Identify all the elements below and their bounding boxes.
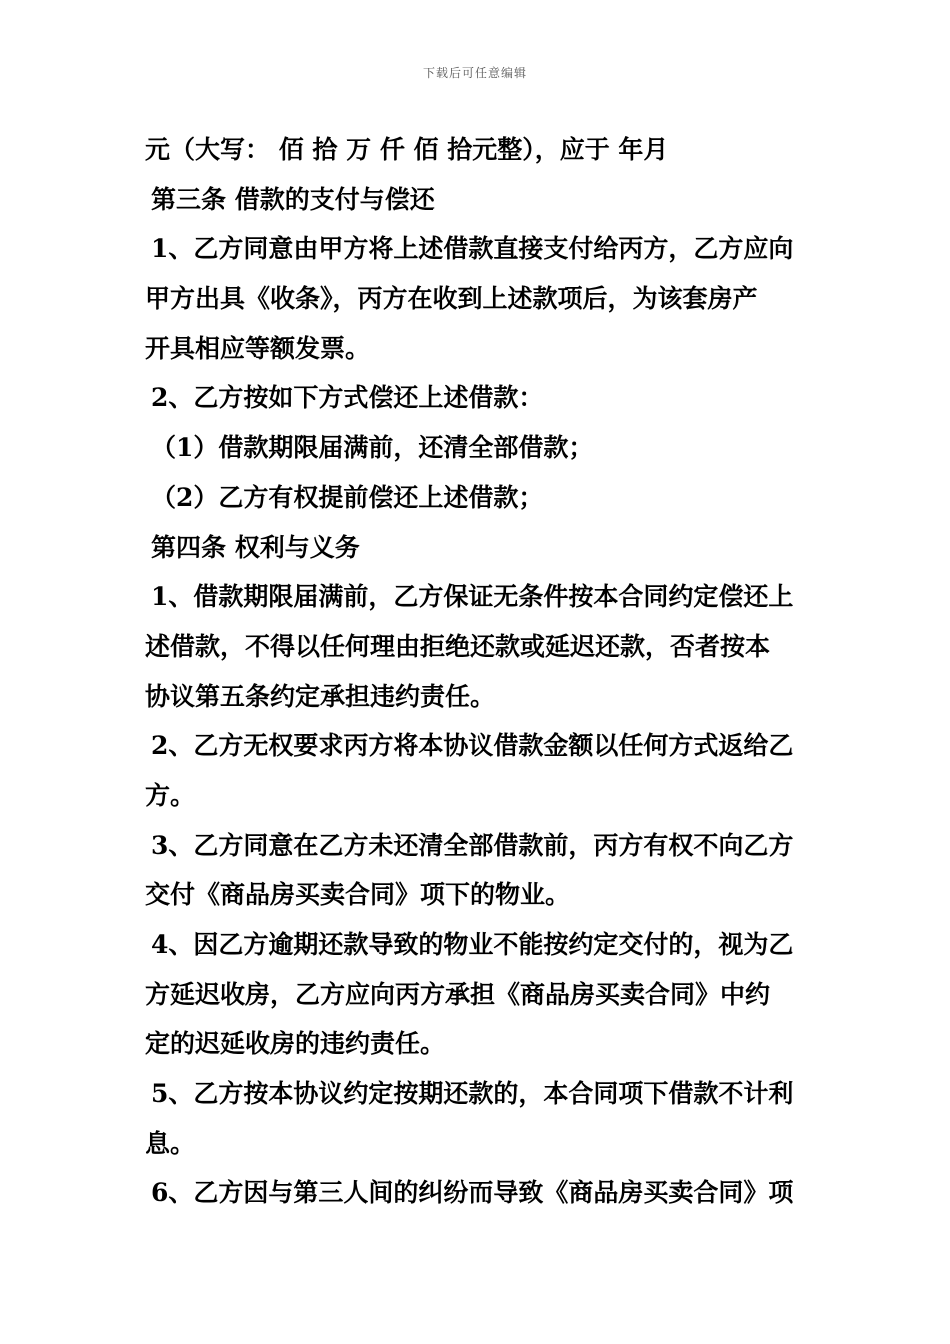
- text-line: 第四条 权利与义务: [151, 532, 360, 562]
- text-line: 2、乙方无权要求丙方将本协议借款金额以任何方式返给乙: [151, 731, 794, 761]
- page-header: 下载后可任意编辑: [422, 66, 527, 80]
- text-line: 2、乙方按如下方式偿还上述借款：: [151, 383, 544, 413]
- text-line: （2）乙方有权提前偿还上述借款；: [151, 482, 544, 512]
- text-line: 协议第五条约定承担违约责任。: [145, 681, 496, 711]
- text-line: 4、因乙方逾期还款导致的物业不能按约定交付的，视为乙: [151, 930, 794, 959]
- text-line: 1、借款期限届满前，乙方保证无条件按本合同约定偿还上: [151, 582, 794, 612]
- text-line: 定的迟延收房的违约责任。: [145, 1029, 446, 1059]
- text-line: 甲方出具《收条》，丙方在收到上述款项后，为该套房产: [145, 284, 758, 314]
- text-line: （1）借款期限届满前，还清全部借款；: [151, 433, 594, 463]
- text-line: 6、乙方因与第三人间的纠纷而导致《商品房买卖合同》项: [151, 1178, 794, 1208]
- text-line: 3、乙方同意在乙方未还清全部借款前，丙方有权不向乙方: [151, 830, 794, 860]
- text-line: 方。: [145, 780, 196, 810]
- text-line: 开具相应等额发票。: [145, 333, 371, 363]
- text-line: 述借款，不得以任何理由拒绝还款或延迟还款，否者按本: [145, 631, 771, 661]
- text-line: 5、乙方按本协议约定按期还款的，本合同项下借款不计利: [151, 1079, 794, 1109]
- text-line: 1、乙方同意由甲方将上述借款直接支付给丙方，乙方应向: [151, 234, 794, 264]
- text-line: 方延迟收房，乙方应向丙方承担《商品房买卖合同》中约: [145, 979, 771, 1009]
- text-line: 交付《商品房买卖合同》项下的物业。: [145, 880, 571, 910]
- text-line: 息。: [145, 1128, 196, 1158]
- text-line: 第三条 借款的支付与偿还: [151, 184, 435, 214]
- text-line: 元（大写： 佰 拾 万 仟 佰 拾元整），应于 年月: [145, 135, 669, 164]
- document-body: [145, 125, 810, 1218]
